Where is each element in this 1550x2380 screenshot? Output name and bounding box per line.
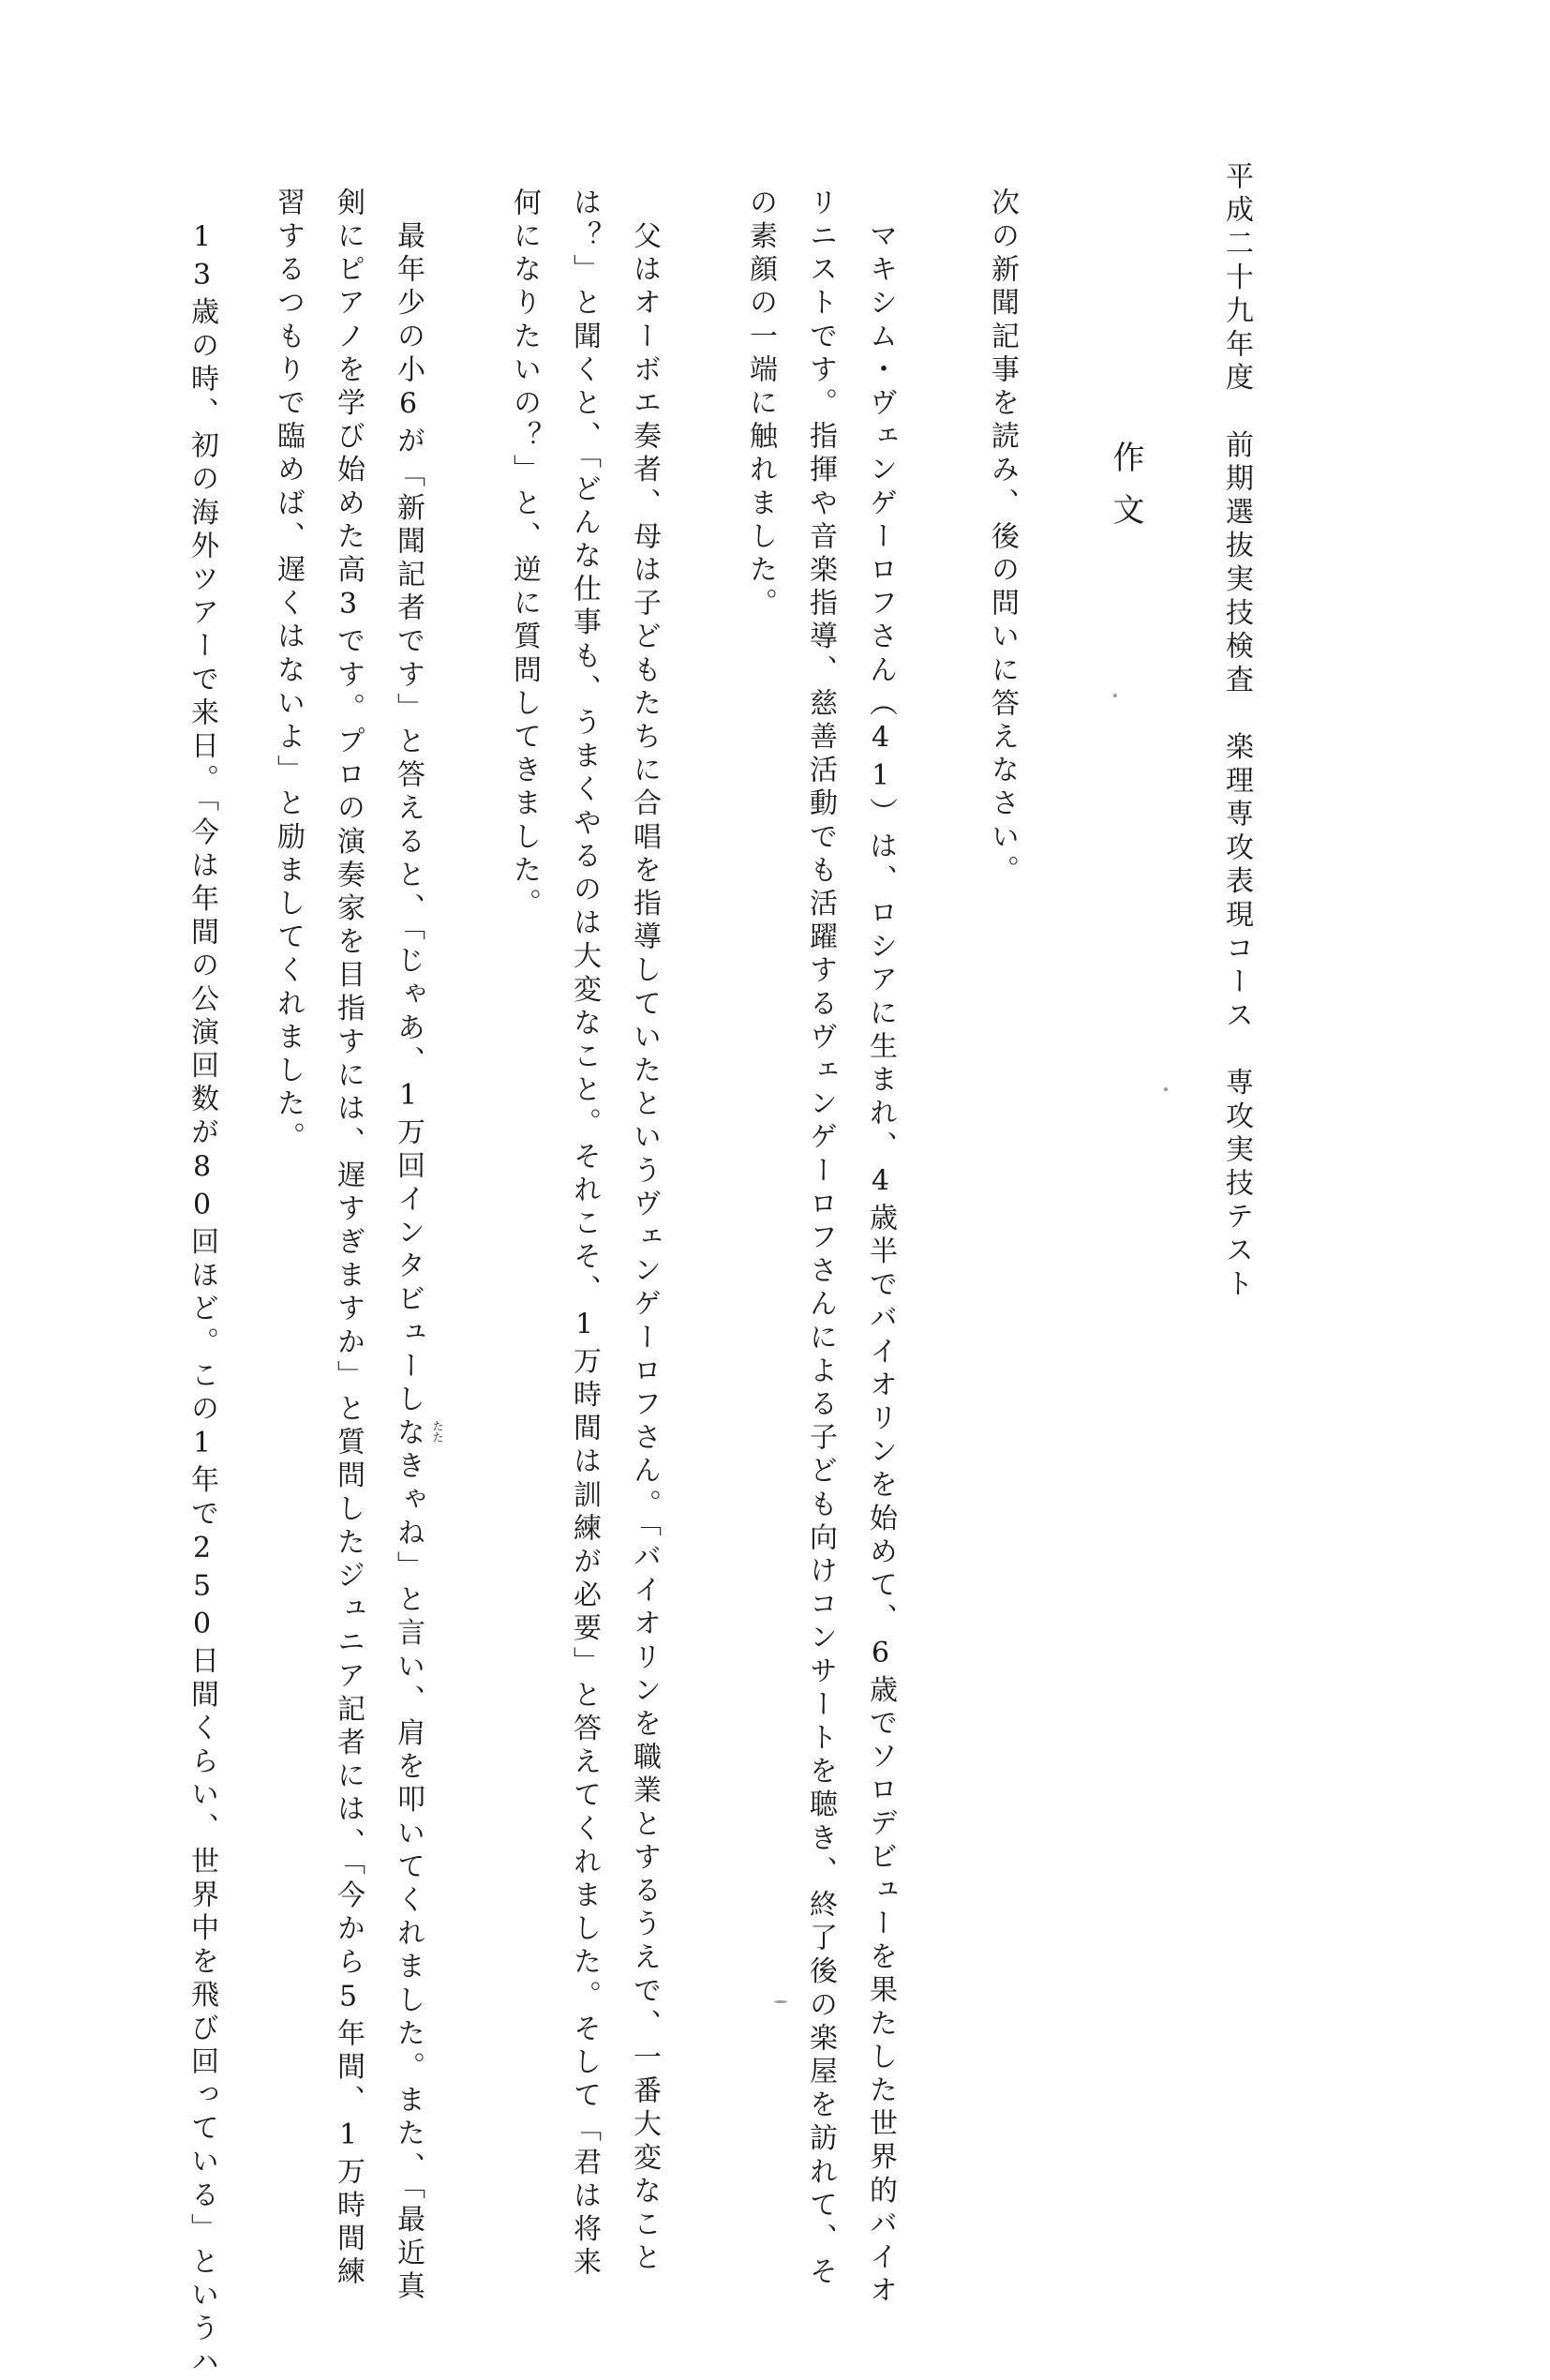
article-line: の素顔の一端に触れました。	[744, 187, 777, 621]
article-line: リニストです。指揮や音楽指導、慈善活動でも活躍するヴェンゲーロフさんによる子ども向けコンサートを聴き、終了後の楽屋を訪れて、そ	[804, 187, 837, 2290]
article-line: 最年少の小6が「新聞記者です」と答えると、「じゃあ、1万回インタビューしなきゃね」と言い、肩を叩いてくれました。また、「最近真	[392, 187, 425, 2305]
furigana-reading: たた	[431, 1420, 444, 1443]
article-line: 習するつもりで臨めば、遅くはないよ」と励ましてくれました。	[272, 187, 305, 1156]
article-line: 剣にピアノを学び始めた高3です。プロの演奏家を目指すには、遅すぎますか」と質問したジュニア記者には、「今から5年間、1万時間練	[332, 187, 365, 2290]
article-line: マキシム・ヴェンゲーロフさん（41）は、ロシアに生まれ、4歳半でバイオリンを始めて、6歳でソロデビューを果たした世界的バイオ	[864, 187, 897, 2309]
exam-header: 平成二十九年度 前期選抜実技検査 楽理専攻表現コース 専攻実技テスト	[1220, 161, 1253, 1303]
article-line: は？」と聞くと、「どんな仕事も、うまくやるのは大変なこと。それこそ、1万時間は訓練が必要」と答えてくれました。そして「君は将来	[568, 187, 601, 2281]
article-line: 13歳の時、初の海外ツアーで来日。「今は年間の公演回数が80回ほど。この1年で250日間くらい、世界中を飛び回っている」というハ	[186, 187, 218, 2380]
scan-speck	[774, 2000, 787, 2003]
instruction-text: 次の新聞記事を読み、後の問いに答えなさい。	[986, 187, 1019, 889]
article-line: 父はオーボエ奏者、母は子どもたちに合唱を指導していたというヴェンゲーロフさん。「バイオリンを職業とするうえで、一番大変なこと	[628, 187, 661, 2276]
scan-speck	[1164, 1087, 1168, 1091]
page-title: 作文	[1107, 441, 1144, 546]
article-line: 何になりたいの？」と、逆に質問してきました。	[508, 187, 541, 922]
scan-speck	[1113, 694, 1117, 697]
